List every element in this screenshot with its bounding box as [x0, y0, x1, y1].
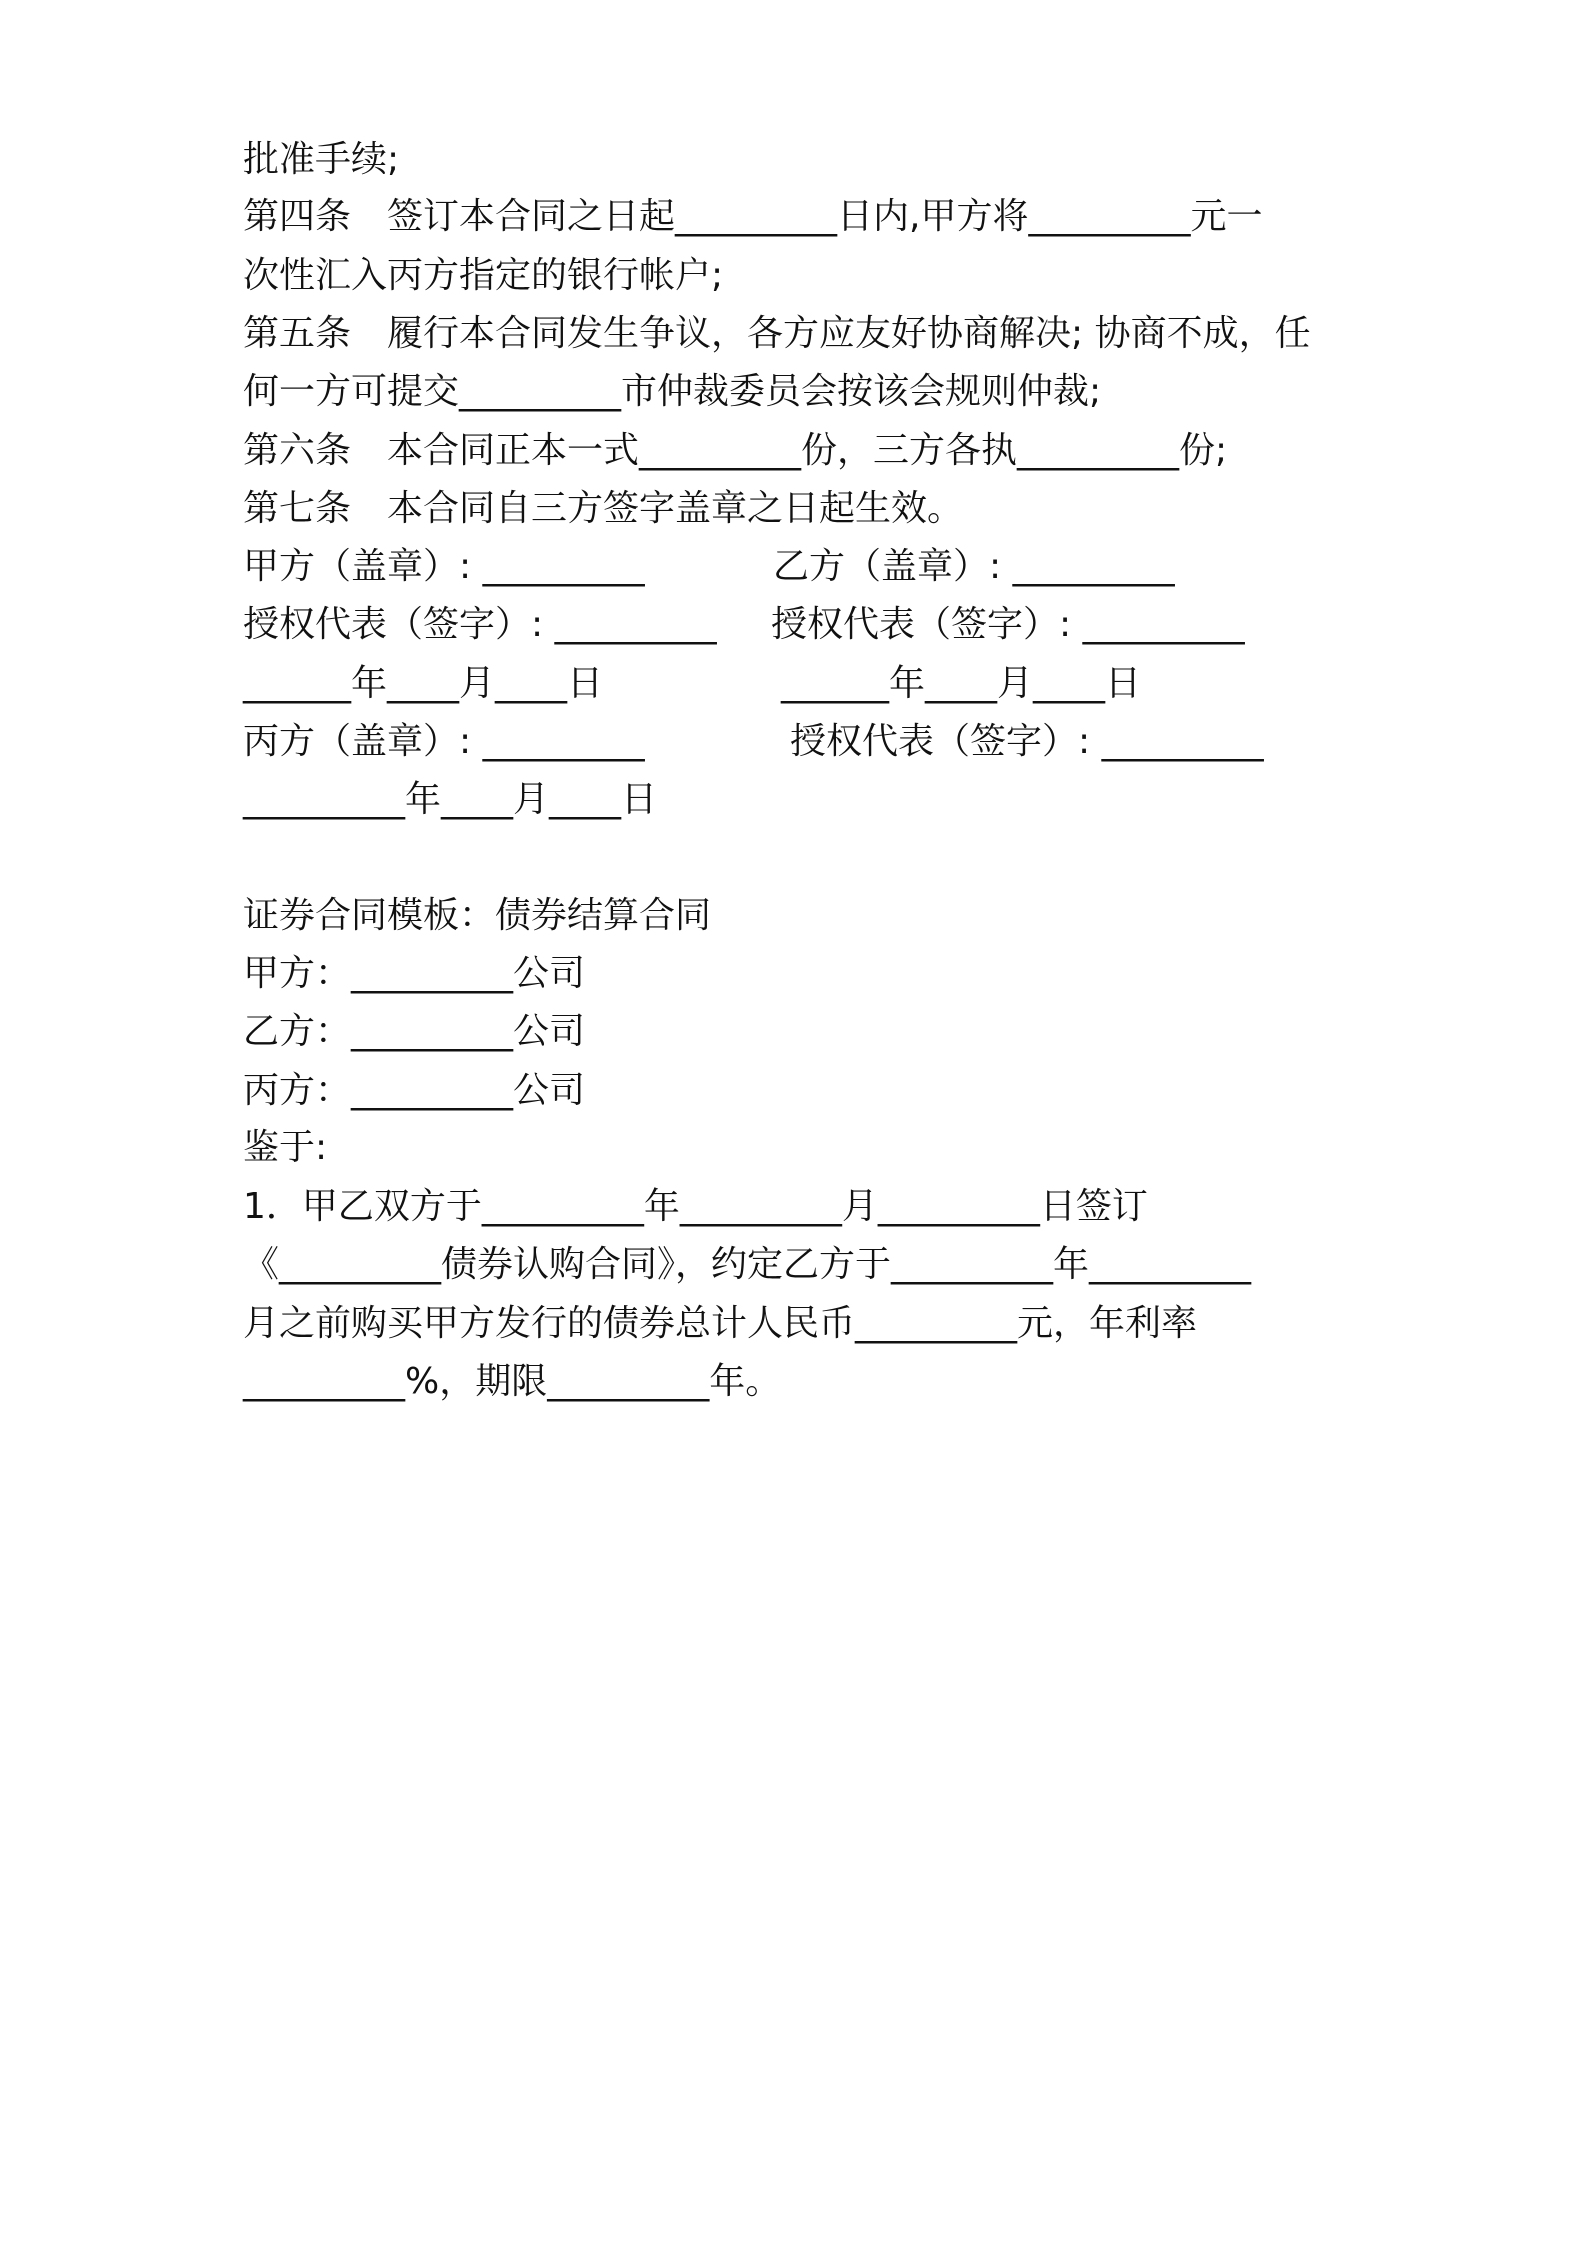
signature-party-a-representative: 授权代表（签字）: _________ [243, 604, 717, 645]
clause-1-line-1: 1．甲乙双方于_________年_________月_________日签订 [243, 1186, 1148, 1227]
text-line-article-4-b: 次性汇入丙方指定的银行帐户; [243, 255, 724, 296]
text-line-article-6: 第六条 本合同正本一式_________份，三方各执_________份; [243, 430, 1228, 471]
party-b-line: 乙方：_________公司 [243, 1011, 586, 1052]
party-a-line: 甲方：_________公司 [243, 953, 586, 994]
text-line-article-5-a: 第五条 履行本合同发生争议，各方应友好协商解决; 协商不成，任 [243, 313, 1311, 354]
signature-party-c-seal: 丙方（盖章）: _________ [243, 721, 645, 762]
clause-1-line-2: 《_________债券认购合同》，约定乙方于_________年_________ [243, 1244, 1252, 1285]
signature-party-c-date: _________年____月____日 [243, 779, 657, 820]
clause-1-line-4: _________%，期限_________年。 [243, 1361, 782, 1402]
contract-title: 证券合同模板：债券结算合同 [243, 895, 712, 936]
text-line-article-4-a: 第四条 签订本合同之日起_________日内,甲方将_________元一 [243, 196, 1263, 237]
text-line-article-5-b: 何一方可提交_________市仲裁委员会按该会规则仲裁; [243, 371, 1102, 412]
signature-party-b-date: ______年____月____日 [781, 663, 1141, 704]
signature-party-a-date: ______年____月____日 [243, 663, 603, 704]
whereas-heading: 鉴于: [243, 1127, 328, 1168]
signature-party-c-representative: 授权代表（签字）: _________ [790, 721, 1264, 762]
signature-party-a-seal: 甲方（盖章）: _________ [243, 546, 645, 587]
text-line-approval: 批准手续; [243, 139, 400, 180]
text-line-article-7: 第七条 本合同自三方签字盖章之日起生效。 [243, 488, 964, 529]
signature-party-b-seal: 乙方（盖章）: _________ [773, 546, 1175, 587]
clause-1-line-3: 月之前购买甲方发行的债券总计人民币_________元，年利率 [243, 1303, 1198, 1344]
party-c-line: 丙方：_________公司 [243, 1070, 586, 1111]
signature-party-b-representative: 授权代表（签字）: _________ [771, 604, 1245, 645]
